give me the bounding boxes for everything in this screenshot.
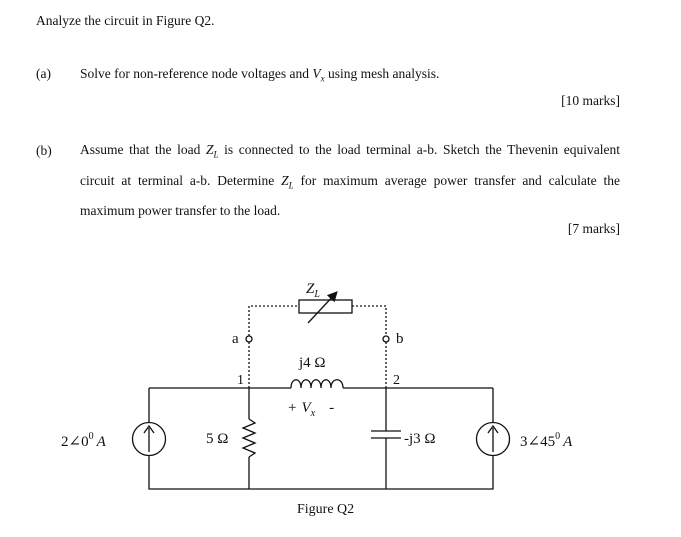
part-b-s3: for maximum average power transfer and calculate the maximum power transfer to the load. [80,172,621,219]
load-wire-dotted [249,306,386,336]
capacitor-label: -j3 Ω [404,431,436,447]
figure-caption: Figure Q2 [297,502,355,517]
resistor-5ohm [243,419,255,457]
zl-subscript-2: L [288,180,294,191]
question-intro: Analyze the circuit in Figure Q2. [36,13,215,28]
current-source-right-arrow-icon [488,426,498,452]
zl-variable: Z [205,142,214,157]
terminal-b-label: b [396,331,404,347]
part-b-s1: Assume that the load [80,142,206,157]
terminal-b-node [383,336,389,342]
zl-subscript: L [213,149,219,160]
inductor-j4 [291,380,343,388]
vx-label: + $V_x$ - [288,400,335,419]
part-a-text-after: using mesh analysis. [324,66,440,81]
load-label: $Z_L$ [306,281,320,300]
part-b-marks: [7 marks] [567,221,620,236]
resistor-label: 5 Ω [206,431,229,447]
part-a-text-before: Solve for non-reference node voltages and [80,66,313,81]
load-impedance-zl [299,300,352,313]
source-right-label: $3\angle 45^0$ A [520,431,573,450]
node-1-label: 1 [237,373,244,388]
vx-subscript: x [320,73,325,84]
zl-variable-2: Z [281,172,289,188]
part-a-label: (a) [36,66,51,81]
part-b-s2: is connected to the load terminal a-b. Sketch the Thevenin equivalent circuit at terminal a-b. Determine [80,142,620,188]
part-a-marks: [10 marks] [561,93,620,108]
vx-variable: V [312,66,321,81]
part-b-label: (b) [36,143,52,158]
node-2-label: 2 [393,373,400,388]
current-source-left-arrow-icon [144,426,154,452]
source-left-label: $2\angle 0^0$ A [61,431,106,450]
inductor-label: j4 Ω [299,355,326,371]
terminal-a-node [246,336,252,342]
variable-arrow-icon [308,293,336,323]
wire-bottom-left [149,455,493,489]
terminal-a-label: a [232,331,239,347]
